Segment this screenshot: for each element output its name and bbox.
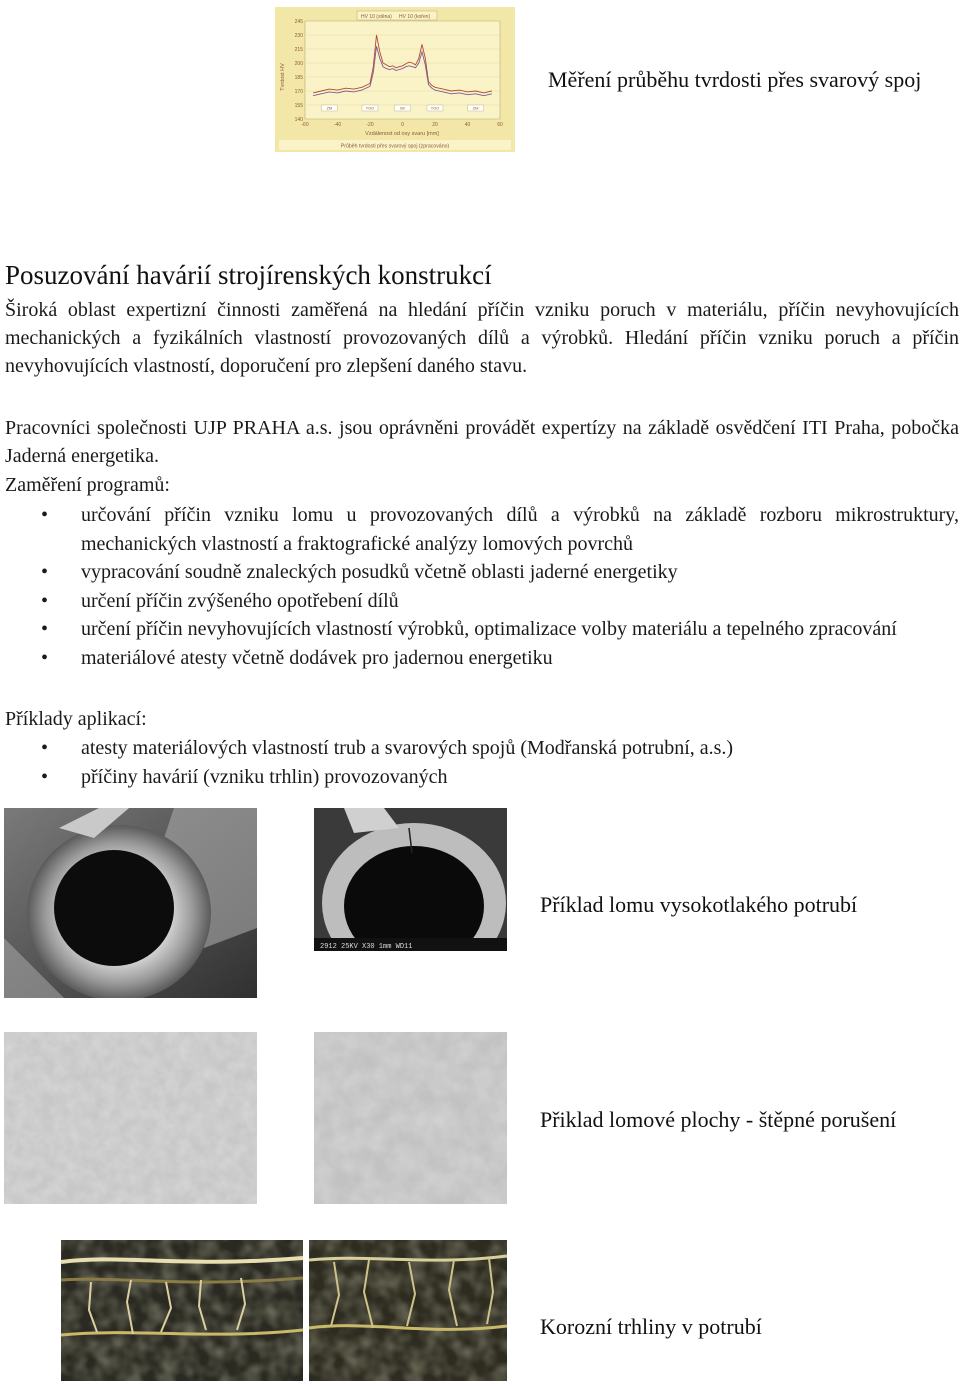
legend-entry-1: HV 10 (stěna) bbox=[361, 14, 392, 20]
intro-paragraph-2: Pracovníci společnosti UJP PRAHA a.s. jsou oprávněni provádět expertízy na základě osvědčení ITI Praha, pobočka Jaderná energetika. bbox=[5, 417, 959, 467]
sem-fracture-photo bbox=[314, 808, 507, 951]
x-tick-label: 60 bbox=[497, 122, 503, 128]
intro-paragraph-1: Široká oblast expertizní činnosti zaměřená na hledání příčin vzniku poruch v materiálu, příčin nevyhovujících mechanických a fyzikálních vlastností provozovaných dílů a výrobků. Hledání příčin vzniku poruch a příčin nevyhovujících vlastností, doporučení pro zlepšení daného stavu. bbox=[5, 299, 959, 377]
cleavage-surface-photo-right bbox=[314, 1032, 507, 1204]
photo-caption-2: Přiklad lomové plochy - štěpné porušení bbox=[540, 1107, 897, 1132]
examples-label: Příklady aplikací: bbox=[5, 708, 147, 730]
list-item: • vypracování soudně znaleckých posudků včetně oblasti jaderné energetiky bbox=[5, 558, 959, 587]
photo-caption-1: Příklad lomu vysokotlakého potrubí bbox=[540, 892, 858, 917]
zone-label: TOO bbox=[365, 105, 375, 111]
x-tick-label: 20 bbox=[432, 122, 438, 128]
list-item: • určování příčin vzniku lomu u provozovaných dílů a výrobků na základě rozboru mikrostruktury, mechanických vlastností a fraktografické analýzy lomových povrchů bbox=[5, 501, 959, 558]
y-tick-label: 185 bbox=[294, 74, 303, 81]
zone-label: SK bbox=[399, 105, 406, 111]
y-tick-label: 155 bbox=[294, 102, 303, 109]
chart-caption: Měření průběhu tvrdosti přes svarový spoj bbox=[548, 67, 922, 92]
corrosion-crack-photo-right bbox=[309, 1240, 507, 1381]
y-axis-label: Tvrdost HV bbox=[280, 63, 286, 91]
legend-entry-2: HV 10 (kořen) bbox=[399, 14, 431, 20]
sem-label: 2912 25KV X30 1mm WD11 bbox=[320, 943, 413, 951]
corrosion-crack-photo-left bbox=[61, 1240, 303, 1381]
zone-label: TOO bbox=[430, 105, 440, 111]
plot-area bbox=[305, 21, 500, 119]
x-tick-label: 0 bbox=[401, 122, 404, 128]
hardness-chart bbox=[275, 7, 515, 152]
list-item: • příčiny havárií (vzniku trhlin) provozovaných bbox=[5, 763, 959, 792]
list-item: • určení příčin nevyhovujících vlastností výrobků, optimalizace volby materiálu a tepelného zpracování bbox=[5, 615, 959, 644]
cleavage-surface-photo-left bbox=[4, 1032, 257, 1204]
pipe-fracture-photo bbox=[4, 808, 257, 998]
list-item: • určení příčin zvýšeného opotřebení dílů bbox=[5, 587, 959, 616]
list-item: • materiálové atesty včetně dodávek pro jadernou energetiku bbox=[5, 644, 959, 673]
hardness-chart-figure bbox=[275, 7, 515, 152]
programs-list bbox=[5, 501, 959, 673]
x-tick-label: -40 bbox=[333, 122, 342, 128]
y-tick-label: 200 bbox=[294, 60, 303, 67]
photo-caption-3: Korozní trhliny v potrubí bbox=[540, 1314, 762, 1339]
y-tick-label: 140 bbox=[294, 116, 303, 123]
y-tick-label: 170 bbox=[294, 88, 303, 95]
zone-label: ZM bbox=[472, 105, 479, 111]
programs-label: Zaměření programů: bbox=[5, 474, 170, 496]
chart-bottom-label: Průběh tvrdosti přes svarový spoj (zpracováno) bbox=[340, 143, 450, 150]
x-tick-label: -20 bbox=[366, 122, 374, 128]
examples-list bbox=[5, 734, 959, 791]
page-title: Posuzování havárií strojírenských konstrukcí bbox=[5, 260, 492, 290]
y-tick-label: 245 bbox=[294, 18, 303, 25]
x-tick-label: -60 bbox=[301, 122, 309, 128]
y-tick-label: 230 bbox=[294, 32, 303, 39]
x-tick-label: 40 bbox=[464, 122, 471, 128]
zone-label: ZM bbox=[326, 105, 333, 111]
y-tick-label: 215 bbox=[294, 46, 303, 53]
list-item: • atesty materiálových vlastností trub a svarových spojů (Modřanská potrubní, a.s.) bbox=[5, 734, 959, 763]
x-axis-label: Vzdálenost od osy svaru [mm] bbox=[365, 131, 439, 137]
